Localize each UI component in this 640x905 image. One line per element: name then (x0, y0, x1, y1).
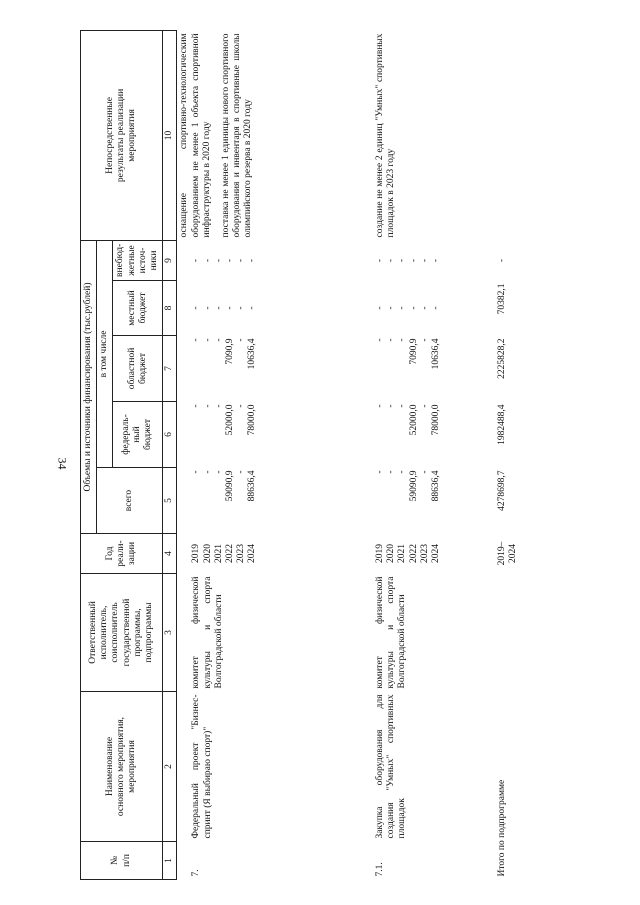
header-results: Непосредственные результаты реализации мероприятия (81, 30, 163, 240)
result-text: создание не менее 2 единиц "Умных" спортивных площадок в 2023 году (374, 33, 397, 238)
row-total: - - - 59090,9 - 88636,4 (374, 470, 441, 502)
header-executor: Ответственный исполнитель, соисполнитель государственной программы, подпрограммы (81, 574, 163, 692)
total-extra: - (496, 258, 507, 263)
row-results (177, 30, 367, 240)
row-years: 2019 2020 2021 2022 2023 2024 (191, 544, 258, 563)
col-number: 8 (163, 281, 177, 336)
row-no: 7.1. (374, 862, 385, 877)
row-executor: комитет физической культуры и спорта Волгоградской области (374, 576, 408, 689)
total-federal: 1982488,4 (496, 404, 507, 445)
result-text: оснащение спортивно-технологическим оборудованием не менее 1 объекта спортивной инфраструктуры в 2020 году (179, 33, 212, 238)
row-extra: - - - - - - (191, 258, 258, 263)
header-total: всего (97, 468, 163, 534)
row-local: - - - - - - (191, 306, 258, 310)
header-no: № п/п (81, 842, 163, 880)
row-no: 7. (191, 869, 202, 877)
col-number: 1 (163, 842, 177, 880)
col-number: 9 (163, 240, 177, 280)
row-regional: - - - 7090,9 - 10636,4 (374, 338, 441, 370)
col-number: 7 (163, 336, 177, 402)
row-federal: - - - 52000,0 - 78000,0 (374, 404, 441, 436)
financing-table (80, 30, 521, 880)
row-extra: - - - - - - (374, 258, 441, 263)
table-row (177, 30, 367, 879)
total-row (487, 30, 521, 879)
col-number: 5 (163, 468, 177, 534)
col-number: 10 (163, 30, 177, 240)
row-name: Федеральный проект "Бизнес-спринт (Я выбираю спорт)" (191, 694, 213, 839)
col-number: 6 (163, 402, 177, 468)
row-executor: комитет физической культуры и спорта Волгоградской области (191, 576, 224, 689)
row-results (367, 30, 487, 240)
result-text: поставка не менее 1 единицы нового спортивного оборудования и инвентаря в спортивные школы олимпийского резерва в 2020 году (221, 33, 254, 238)
header-incl: в том числе (97, 240, 113, 467)
total-total: 4278698,7 (496, 470, 507, 511)
total-years: 2019–2024 (496, 541, 519, 566)
total-regional: 2225828,2 (496, 338, 507, 379)
header-year: Год реали- зации (81, 534, 163, 574)
header-regional: областной бюджет (113, 336, 163, 402)
total-local: 70382,1 (496, 283, 507, 315)
row-regional: - - - 7090,9 - 10636,4 (191, 338, 258, 370)
col-number: 3 (163, 574, 177, 692)
row-total: - - - 59090,9 - 88636,4 (191, 470, 258, 502)
col-number: 4 (163, 534, 177, 574)
row-years: 2019 2020 2021 2022 2023 2024 (374, 544, 441, 563)
row-name: Закупка оборудования для создания "Умных" спортивных площадок (374, 694, 408, 839)
total-label: Итого по подпрограмме (496, 779, 507, 877)
col-number: 2 (163, 692, 177, 842)
page-number: 34 (55, 457, 70, 470)
total-results-empty (487, 30, 521, 240)
rotated-table-page (80, 31, 602, 880)
table-row (367, 30, 487, 879)
row-federal: - - - 52000,0 - 78000,0 (191, 404, 258, 436)
header-name: Наименование основного мероприятия, мероприятия (81, 692, 163, 842)
header-volumes: Объемы и источники финансирования (тыс.рублей) (81, 240, 97, 533)
header-extra: внебюд- жетные источ- ники (113, 240, 163, 280)
header-federal: федераль- ный бюджет (113, 402, 163, 468)
header-local: местный бюджет (113, 281, 163, 336)
row-local: - - - - - - (374, 306, 441, 310)
